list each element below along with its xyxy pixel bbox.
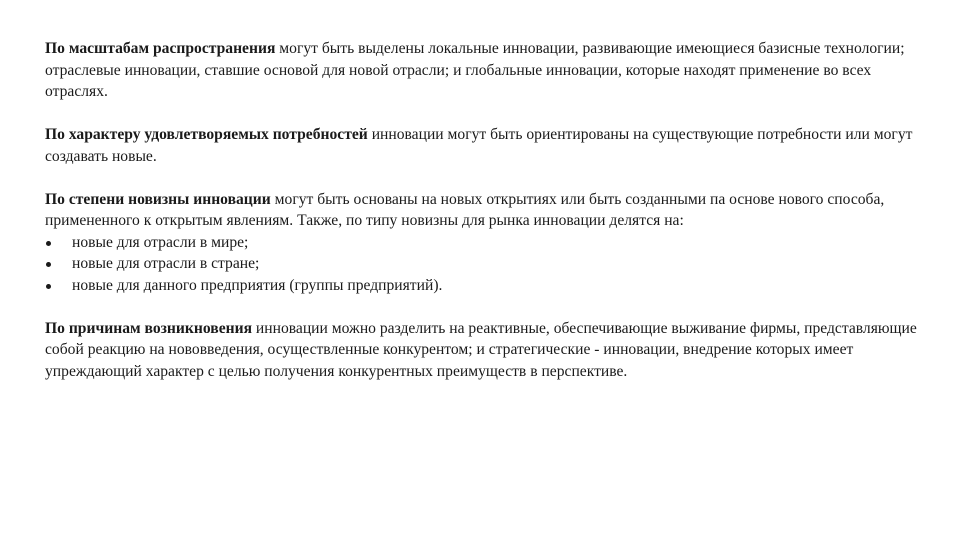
paragraph-text: инновации можно разделить на реактивные, обеспечивающие выживание фирмы, представляющие собой реакцию на нововведения, осуществленные конкурентом; и стратегические - инновации, внедрение которых имеет упреждающий характер с целью получения конкурентных преимуществ в перспективе. bbox=[45, 319, 917, 380]
paragraph-novelty bbox=[45, 189, 935, 297]
paragraph-causes bbox=[45, 318, 935, 383]
paragraph-text: инновации могут быть ориентированы на существующие потребности или могут создавать новые. bbox=[45, 126, 913, 165]
paragraph-text: могут быть основаны на новых открытиях или быть созданными па основе нового способа, примененного к открытым явлениям. Также, по типу новизны для рынка инновации делятся на: bbox=[45, 190, 885, 229]
paragraph-text: могут быть выделены локальные инновации, развивающие имеющиеся базисные технологии; отраслевые инновации, ставшие основой для новой отрасли; и глобальные инновации, которые находят применение во всех отраслях. bbox=[45, 40, 905, 100]
paragraph-heading: По причинам возникновения bbox=[45, 319, 253, 337]
paragraph-heading: По характеру удовлетворяемых потребностей bbox=[45, 126, 368, 143]
bullet-list bbox=[45, 232, 935, 297]
paragraph-needs bbox=[45, 124, 935, 167]
bullet-dot-icon bbox=[46, 241, 51, 246]
paragraph-heading: По степени новизны инновации bbox=[45, 190, 271, 208]
list-item bbox=[45, 275, 935, 297]
paragraph-body bbox=[45, 189, 935, 232]
list-item-text: новые для отрасли в стране; bbox=[72, 255, 260, 272]
bullet-dot-icon bbox=[46, 262, 51, 267]
list-item-text: новые для отрасли в мире; bbox=[72, 233, 249, 251]
list-item bbox=[45, 253, 935, 275]
list-item-text: новые для данного предприятия (группы предприятий). bbox=[72, 276, 443, 294]
paragraph-scale bbox=[45, 38, 935, 103]
list-item bbox=[45, 232, 935, 254]
bullet-dot-icon bbox=[46, 284, 51, 289]
paragraph-heading: По масштабам распространения bbox=[45, 40, 276, 57]
slide-content bbox=[45, 38, 935, 404]
